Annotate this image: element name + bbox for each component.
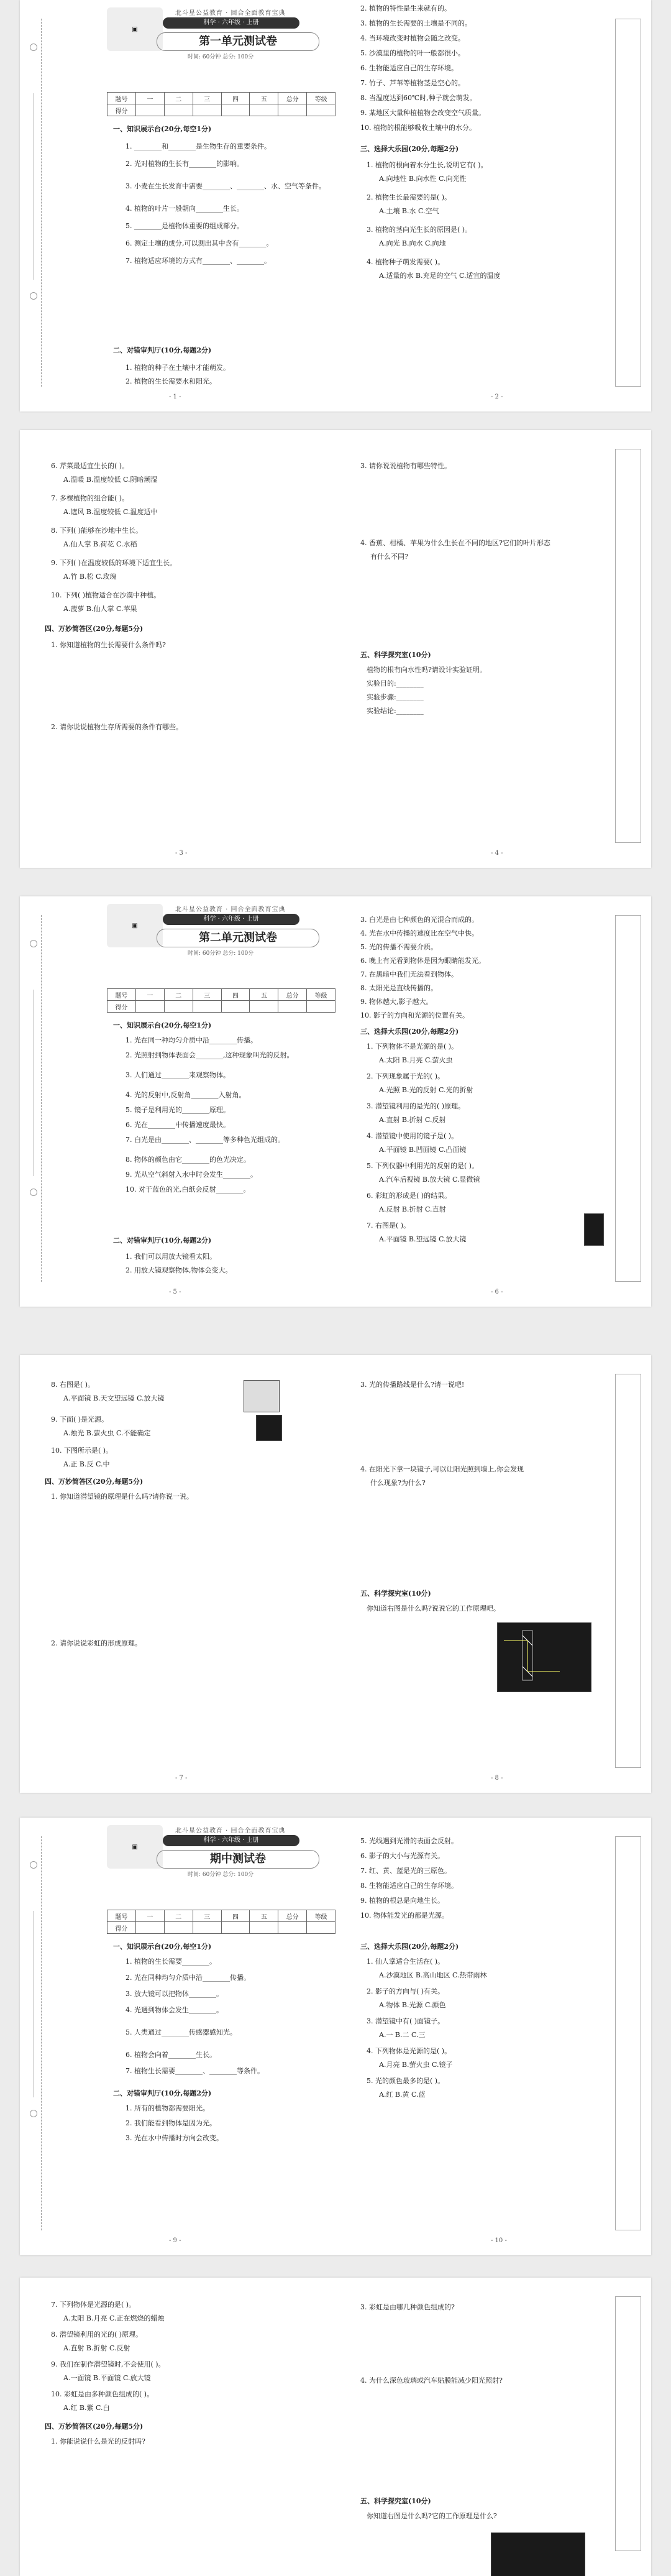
- question: 6. 测定土壤的成分,可以测出其中含有________。: [126, 239, 273, 247]
- section-heading: 二、对错审判厅(10分,每题2分): [113, 346, 212, 354]
- question: 5. 光线遇到光滑的表面会反射。: [360, 1837, 458, 1845]
- motto: 北斗星公益教育 · 回合全面教育宝典: [175, 1828, 286, 1834]
- question: 3. 光在水中传播时方向会改变。: [126, 2134, 223, 2142]
- question: 5. 沙漠里的植物的叶一般都很小。: [360, 49, 465, 57]
- score-cell: [307, 104, 336, 116]
- section-heading: 三、选择大乐园(20分,每题2分): [360, 1028, 459, 1036]
- question: 5. 镜子是利用光的________原理。: [126, 1106, 230, 1114]
- score-header: 题号: [107, 93, 136, 104]
- score-header: 三: [193, 989, 221, 1001]
- score-header: 四: [221, 1910, 250, 1922]
- question: 1. 所有的植物都需要阳光。: [126, 2104, 209, 2112]
- logo: ▣: [107, 1825, 163, 1869]
- question: 5. 光的传播不需要介质。: [360, 943, 437, 951]
- question: 9. 下面( )是光源。: [51, 1415, 109, 1424]
- section-heading: 一、知识展示台(20分,每空1分): [113, 125, 212, 133]
- question: 4. 光在水中传播的速度比在空气中快。: [360, 929, 478, 937]
- strip-line: [34, 93, 35, 280]
- options: A.土壤 B.水 C.空气: [379, 207, 439, 215]
- question: 你知道右图是什么吗?它的工作原理是什么?: [367, 2512, 497, 2520]
- exam-header: [82, 7, 331, 70]
- score-cell: [307, 1922, 336, 1934]
- exam-header: [82, 904, 331, 966]
- question: 3. 放大镜可以把物体________。: [126, 1990, 223, 1998]
- question: 3. 光的传播路线是什么?请一说吧!: [360, 1381, 465, 1389]
- answer-strip: [615, 1836, 641, 2230]
- question: 1. ________和________是生物生存的重要条件。: [126, 142, 271, 150]
- question: 4. 植物种子萌发需要( )。: [367, 258, 445, 266]
- page-8: [336, 1355, 651, 1793]
- section-heading: 五、科学探究室(10分): [360, 1589, 431, 1598]
- score-cell: [193, 104, 221, 116]
- score-row-label: 得分: [107, 104, 136, 116]
- question: 6. 芹菜最适宜生长的( )。: [51, 462, 129, 470]
- section-heading: 四、万妙简答区(20分,每题5分): [45, 1478, 144, 1486]
- score-cell: [135, 1922, 164, 1934]
- options: A.光照 B.光的反射 C.光的折射: [379, 1086, 473, 1094]
- score-header: 一: [135, 93, 164, 104]
- binding-hole: [30, 1861, 37, 1869]
- motto: 北斗星公益教育 · 回合全面教育宝典: [175, 10, 286, 17]
- exam-title: 期中测试卷: [157, 1850, 319, 1869]
- question: 4. 香蕉、柑橘、苹果为什么生长在不同的地区?它们的叶片形态: [360, 539, 550, 547]
- question: 5. ________是植物体重要的组成部分。: [126, 222, 244, 230]
- score-table: [107, 988, 336, 1013]
- options: A.直射 B.折射 C.反射: [379, 1116, 446, 1124]
- page-1: [20, 0, 336, 412]
- score-header: 二: [164, 93, 193, 104]
- section-heading: 四、万妙简答区(20分,每题5分): [45, 625, 144, 633]
- options: A.平面镜 B.望远镜 C.放大镜: [379, 1235, 467, 1243]
- exam-sheet-unit2: [20, 896, 651, 1307]
- question: 9. 某地区大量种植植物会改变空气质量。: [360, 109, 485, 117]
- binding-strip: [25, 915, 42, 1282]
- question: 4. 在阳光下拿一块镜子,可以让阳光照到墙上,你会发现: [360, 1465, 524, 1473]
- question: 3. 潜望镜利用的是光的( )原理。: [367, 1102, 465, 1110]
- score-cell: [164, 104, 193, 116]
- question: 3. 请你说说植物有哪些特性。: [360, 462, 451, 470]
- score-header: 五: [250, 93, 278, 104]
- question: 2. 光在同种均匀介质中沿________传播。: [126, 1974, 250, 1982]
- options: A.平面镜 B.凹面镜 C.凸面镜: [379, 1146, 467, 1154]
- options: A.平面镜 B.天文望远镜 C.放大镜: [63, 1394, 165, 1402]
- question: 7. 竹子、芦苇等植物茎是空心的。: [360, 79, 465, 87]
- page-number: - 6 -: [491, 1289, 503, 1295]
- exam-meta: 时间: 60分钟 总分: 100分: [188, 1872, 254, 1878]
- options: A.汽车后视镜 B.放大镜 C.显微镜: [379, 1175, 480, 1184]
- logo: ▣: [107, 7, 163, 51]
- score-cell: [307, 1001, 336, 1013]
- binding-hole: [30, 44, 37, 51]
- exam-sheet-unit2-cont: [20, 1355, 651, 1793]
- question: 7. 右图是( )。: [367, 1221, 411, 1230]
- question: 7. 白光是由________、________等多种色光组成的。: [126, 1136, 285, 1144]
- page-6: [336, 896, 651, 1307]
- question: 10. 物体能发光的都是光源。: [360, 1911, 449, 1920]
- question: 6. 光在________中传播速度最快。: [126, 1121, 230, 1129]
- score-cell: [164, 1001, 193, 1013]
- options: A.红 B.紫 C.白: [63, 2404, 110, 2412]
- answer-strip: [615, 1374, 641, 1768]
- score-cell: [221, 1001, 250, 1013]
- question-cont: 什么现象?为什么?: [370, 1479, 426, 1487]
- answer-line: 实验步骤:________: [367, 693, 424, 701]
- question: 4. 植物的叶片一般朝向________生长。: [126, 205, 244, 213]
- question: 5. 光的颜色最多的是( )。: [367, 2077, 445, 2085]
- periscope-image: [491, 2532, 585, 2576]
- score-header: 二: [164, 1910, 193, 1922]
- score-cell: [278, 1001, 307, 1013]
- score-cell: [278, 1922, 307, 1934]
- answer-strip: [615, 2296, 641, 2551]
- question: 5. 人类通过________传感器感知光。: [126, 2028, 237, 2036]
- score-cell: [221, 1922, 250, 1934]
- section-heading: 五、科学探究室(10分): [360, 2497, 431, 2505]
- question: 2. 植物的生长需要水和阳光。: [126, 377, 216, 385]
- page-number: - 1 -: [169, 393, 181, 400]
- exam-title: 第二单元测试卷: [157, 929, 319, 947]
- exam-meta: 时间: 60分钟 总分: 100分: [188, 950, 254, 957]
- question: 9. 物体越大,影子越大。: [360, 998, 433, 1006]
- section-heading: 一、知识展示台(20分,每空1分): [113, 1943, 212, 1951]
- exam-sheet-unit1-cont: [20, 430, 651, 868]
- subject-bar: 科学 · 六年级 · 上册: [163, 1835, 299, 1846]
- question: 2. 植物的特性是生来就有的。: [360, 4, 451, 12]
- question: 3. 白光是由七种颜色的光混合而成的。: [360, 916, 478, 924]
- question: 4. 下列物体是光源的是( )。: [367, 2047, 452, 2055]
- score-cell: [193, 1001, 221, 1013]
- question: 8. 太阳光是直线传播的。: [360, 984, 437, 992]
- score-header: 五: [250, 1910, 278, 1922]
- question: 3. 彩虹是由哪几种颜色组成的?: [360, 2303, 455, 2311]
- magnifier-image: [584, 1213, 604, 1246]
- score-header: 五: [250, 989, 278, 1001]
- score-cell: [250, 1001, 278, 1013]
- binding-strip: [25, 1836, 42, 2230]
- answer-line: 实验结论:________: [367, 707, 424, 715]
- options: A.一面镜 B.平面镜 C.放大镜: [63, 2374, 151, 2382]
- subject-bar: 科学 · 六年级 · 上册: [163, 914, 299, 925]
- section-heading: 一、知识展示台(20分,每空1分): [113, 1021, 212, 1029]
- periscope-image: [497, 1622, 591, 1692]
- question: 3. 小麦在生长发育中需要________、________、水、空气等条件。: [126, 182, 326, 190]
- section-heading: 三、选择大乐园(20分,每题2分): [360, 145, 459, 153]
- question: 1. 植物的种子在土壤中才能萌发。: [126, 364, 230, 372]
- question-cont: 有什么不同?: [370, 553, 408, 561]
- question: 2. 我们能看到物体是因为光。: [126, 2119, 216, 2127]
- subject-bar: 科学 · 六年级 · 上册: [163, 17, 299, 29]
- question: 3. 植物的生长需要的土壤是不同的。: [360, 19, 472, 27]
- question: 2. 植物生长最需要的是( )。: [367, 193, 452, 201]
- page-5: [20, 896, 336, 1307]
- page-10: [336, 1818, 651, 2255]
- question: 4. 光的反射中,反射角________入射角。: [126, 1091, 246, 1099]
- binding-strip: [25, 19, 42, 387]
- question: 7. 植物适应环境的方式有________、________。: [126, 257, 271, 265]
- score-header: 四: [221, 93, 250, 104]
- score-header: 题号: [107, 1910, 136, 1922]
- page-12: [336, 2278, 651, 2576]
- question: 4. 为什么深色玻璃或汽车贴膜能减少阳光照射?: [360, 2376, 503, 2385]
- score-row-label: 得分: [107, 1922, 136, 1934]
- answer-strip: [615, 915, 641, 1282]
- options: A.向光 B.向水 C.向地: [379, 239, 446, 247]
- question: 2. 光对植物的生长有________的影响。: [126, 160, 244, 168]
- question: 8. 下列( )能够在沙地中生长。: [51, 527, 143, 535]
- page-number: - 8 -: [491, 1775, 503, 1782]
- exam-title: 第一单元测试卷: [157, 32, 319, 51]
- question: 7. 下列物体是光源的是( )。: [51, 2301, 136, 2309]
- score-header: 总分: [278, 989, 307, 1001]
- periscope-diagram: [498, 1623, 591, 1691]
- exam-sheet-midterm: [20, 1818, 651, 2255]
- question: 1. 植物的生长需要________。: [126, 1957, 216, 1966]
- score-header: 等级: [307, 1910, 336, 1922]
- score-header: 四: [221, 989, 250, 1001]
- question: 3. 植物的茎向光生长的原因是( )。: [367, 226, 472, 234]
- telescope-image: [244, 1380, 280, 1412]
- score-header: 等级: [307, 989, 336, 1001]
- question: 4. 光遇到物体会发生________。: [126, 2006, 223, 2014]
- question: 2. 请你说说植物生存所需要的条件有哪些。: [51, 723, 183, 731]
- binding-hole: [30, 1189, 37, 1196]
- score-table: [107, 92, 336, 116]
- score-header: 总分: [278, 93, 307, 104]
- question: 10. 彩虹是由多种颜色组成的( )。: [51, 2390, 154, 2398]
- page-number: - 9 -: [169, 2237, 181, 2244]
- page-3: [20, 430, 336, 868]
- question: 9. 光从空气斜射入水中时会发生________。: [126, 1171, 257, 1179]
- score-header: 一: [135, 989, 164, 1001]
- question: 9. 植物的根总是向地生长。: [360, 1897, 444, 1905]
- question: 8. 物体的颜色由它________的色光决定。: [126, 1156, 250, 1164]
- options: A.太阳 B.月亮 C.正在燃烧的蜡烛: [63, 2314, 165, 2322]
- question: 7. 红、黄、蓝是光的三原色。: [360, 1867, 451, 1875]
- question: 6. 晚上有光看到物体是因为眼睛能发光。: [360, 957, 485, 965]
- question: 9. 下列( )在温度较低的环境下适宜生长。: [51, 559, 177, 567]
- question: 1. 你能说说什么是光的反射吗?: [51, 2437, 145, 2445]
- exam-meta: 时间: 60分钟 总分: 100分: [188, 54, 254, 60]
- question: 10. 下图所示是( )。: [51, 1447, 113, 1455]
- binding-hole: [30, 2110, 37, 2117]
- question: 3. 人们通过________来观察物体。: [126, 1071, 230, 1079]
- options: A.温暖 B.温度较低 C.阴暗潮湿: [63, 476, 158, 484]
- score-cell: [135, 1001, 164, 1013]
- question: 7. 在黑暗中我们无法看到物体。: [360, 970, 458, 978]
- question: 4. 当环境改变时植物会随之改变。: [360, 34, 465, 42]
- question: 8. 潜望镜利用的光的( )原理。: [51, 2330, 143, 2339]
- exam-sheet-unit1: [20, 0, 651, 412]
- score-table: [107, 1910, 336, 1934]
- score-header: 等级: [307, 93, 336, 104]
- figure-image: [256, 1415, 282, 1441]
- question: 8. 生物能适应自己的生存环境。: [360, 1882, 458, 1890]
- options: A.直射 B.折射 C.反射: [63, 2344, 130, 2352]
- question: 1. 我们可以用放大镜看太阳。: [126, 1253, 216, 1261]
- options: A.反射 B.折射 C.直射: [379, 1205, 446, 1213]
- answer-strip: [615, 19, 641, 387]
- answer-strip: [615, 449, 641, 843]
- score-header: 三: [193, 1910, 221, 1922]
- question: 2. 用放大镜观察物体,物体会变大。: [126, 1266, 232, 1274]
- question: 5. 下列仪器中利用光的反射的是( )。: [367, 1162, 479, 1170]
- page-9: [20, 1818, 336, 2255]
- section-heading: 五、科学探究室(10分): [360, 651, 431, 659]
- options: A.适量的水 B.充足的空气 C.适宜的温度: [379, 272, 501, 280]
- page-number: - 2 -: [491, 393, 503, 400]
- page-number: - 7 -: [175, 1775, 188, 1782]
- question: 8. 当温度达到60℃时,种子就会萌发。: [360, 94, 477, 102]
- answer-line: 实验目的:________: [367, 679, 424, 688]
- strip-line: [34, 990, 35, 1176]
- question: 2. 影子的方向与( )有关。: [367, 1987, 445, 1995]
- exam-header: [82, 1825, 331, 1887]
- page-11: [20, 2278, 336, 2576]
- question: 1. 你知道植物的生长需要什么条件吗?: [51, 641, 166, 649]
- page-2: [336, 0, 651, 412]
- binding-hole: [30, 940, 37, 947]
- question: 2. 光照射到物体表面会________,这种现象叫光的反射。: [126, 1051, 294, 1059]
- page-7: [20, 1355, 336, 1793]
- options: A.物体 B.光源 C.颜色: [379, 2001, 446, 2009]
- score-cell: [278, 104, 307, 116]
- question: 植物的根有向水性吗?请设计实验证明。: [367, 666, 486, 674]
- options: A.遮风 B.温度较低 C.温度适中: [63, 508, 158, 516]
- options: A.仙人掌 B.荷花 C.水稻: [63, 540, 137, 548]
- options: A.竹 B.松 C.玫瑰: [63, 573, 117, 581]
- score-cell: [250, 104, 278, 116]
- question: 1. 仙人掌适合生活在( )。: [367, 1957, 445, 1966]
- question: 1. 你知道潜望镜的原理是什么吗?请你说一说。: [51, 1493, 193, 1501]
- options: A.沙漠地区 B.高山地区 C.热带雨林: [379, 1971, 487, 1979]
- score-header: 三: [193, 93, 221, 104]
- score-header: 总分: [278, 1910, 307, 1922]
- question: 4. 潜望镜中使用的镜子是( )。: [367, 1132, 459, 1140]
- score-cell: [250, 1922, 278, 1934]
- question: 7. 植物生长需要________、________等条件。: [126, 2067, 264, 2075]
- question: 2. 请你说说彩虹的形成原理。: [51, 1639, 142, 1647]
- section-heading: 四、万妙简答区(20分,每题5分): [45, 2422, 144, 2431]
- page-number: - 5 -: [169, 1289, 181, 1295]
- score-row-label: 得分: [107, 1001, 136, 1013]
- binding-hole: [30, 292, 37, 300]
- section-heading: 二、对错审判厅(10分,每题2分): [113, 1236, 212, 1244]
- question: 7. 多棵植物的组合能( )。: [51, 494, 129, 502]
- page-number: - 10 -: [491, 2237, 507, 2244]
- page-number: - 4 -: [491, 850, 503, 857]
- question: 你知道右图是什么吗?说说它的工作原理吧。: [367, 1604, 500, 1612]
- score-cell: [221, 104, 250, 116]
- options: A.向地性 B.向水性 C.向光性: [379, 175, 467, 183]
- question: 10. 对于蓝色的光,白纸会反射________。: [126, 1185, 250, 1194]
- question: 2. 下列现象属于光的( )。: [367, 1072, 445, 1080]
- options: A.烛光 B.萤火虫 C.不能确定: [63, 1429, 151, 1437]
- section-heading: 二、对错审判厅(10分,每题2分): [113, 2089, 212, 2097]
- question: 6. 植物会向着________生长。: [126, 2051, 216, 2059]
- question: 6. 彩虹的形成是( )的结果。: [367, 1192, 452, 1200]
- question: 6. 影子的大小与光源有关。: [360, 1852, 444, 1860]
- question: 1. 光在同一种均匀介质中沿________传播。: [126, 1036, 257, 1044]
- question: 1. 植物的根向着水分生长,说明它有( )。: [367, 161, 488, 169]
- question: 10. 植物的根能够吸收土壤中的水分。: [360, 124, 476, 132]
- score-cell: [135, 104, 164, 116]
- options: A.太阳 B.月亮 C.萤火虫: [379, 1056, 453, 1064]
- score-cell: [193, 1922, 221, 1934]
- page-4: [336, 430, 651, 868]
- question: 8. 右图是( )。: [51, 1381, 95, 1389]
- motto: 北斗星公益教育 · 回合全面教育宝典: [175, 906, 286, 913]
- question: 9. 我们在制作潜望镜时,不会使用( )。: [51, 2360, 165, 2368]
- question: 6. 生物能适应自己的生存环境。: [360, 64, 458, 72]
- question: 1. 下列物体不是光源的是( )。: [367, 1042, 459, 1051]
- score-header: 二: [164, 989, 193, 1001]
- exam-sheet-midterm-cont: [20, 2278, 651, 2576]
- options: A.月亮 B.萤火虫 C.镜子: [379, 2061, 453, 2069]
- options: A.菠萝 B.仙人掌 C.苹果: [63, 605, 137, 613]
- options: A.红 B.黄 C.蓝: [379, 2091, 426, 2099]
- score-cell: [164, 1922, 193, 1934]
- options: A.正 B.反 C.中: [63, 1460, 110, 1468]
- options: A.一 B.二 C.三: [379, 2031, 426, 2039]
- section-heading: 三、选择大乐园(20分,每题2分): [360, 1943, 459, 1951]
- strip-line: [34, 1911, 35, 2097]
- question: 10. 下列( )植物适合在沙漠中种植。: [51, 591, 161, 599]
- page-number: - 3 -: [175, 850, 188, 857]
- question: 3. 潜望镜中有( )面镜子。: [367, 2017, 445, 2025]
- question: 10. 影子的方向和光源的位置有关。: [360, 1011, 469, 1019]
- score-header: 题号: [107, 989, 136, 1001]
- logo: ▣: [107, 904, 163, 947]
- score-header: 一: [135, 1910, 164, 1922]
